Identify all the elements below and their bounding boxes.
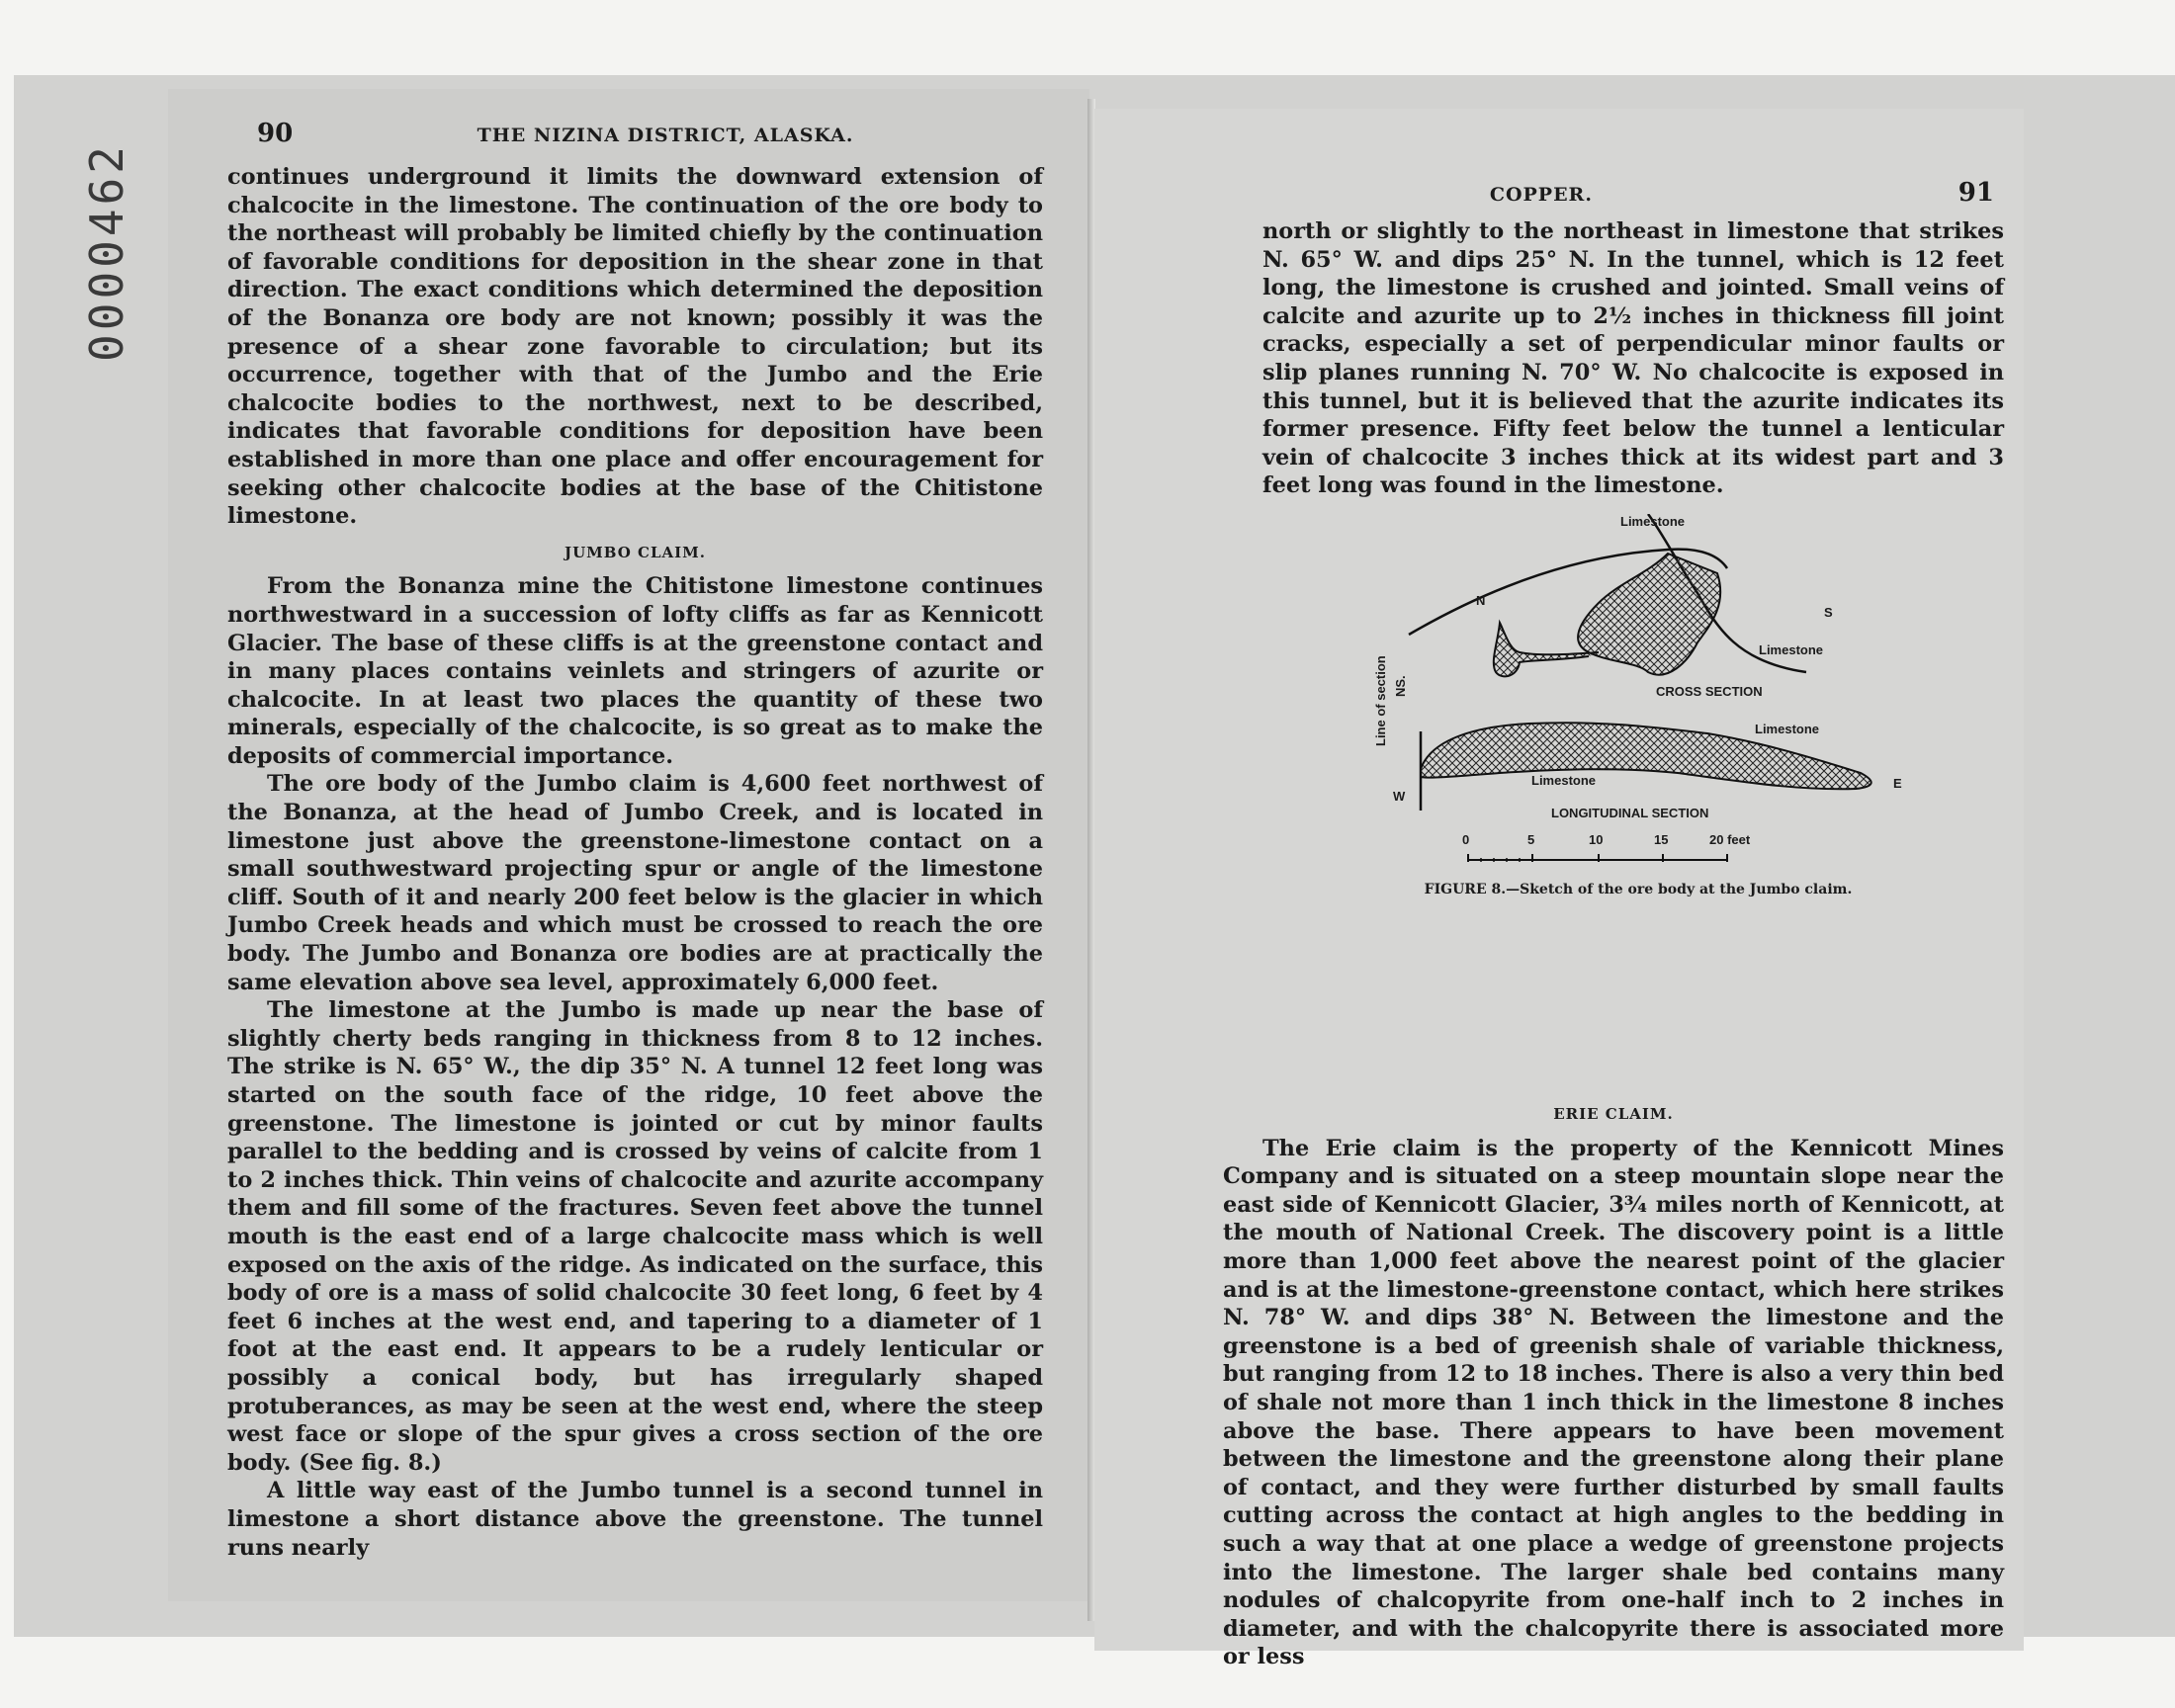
label-limestone: Limestone <box>1755 722 1820 736</box>
label-longitudinal-section: LONGITUDINAL SECTION <box>1551 806 1709 820</box>
right-running-head <box>1124 178 1994 208</box>
right-text-column-top <box>1262 217 2004 500</box>
figure-caption: FIGURE 8.—Sketch of the ore body at the Jumbo claim. <box>1424 882 1853 897</box>
label-limestone: Limestone <box>1620 514 1686 529</box>
left-page <box>168 89 1089 1601</box>
left-running-title: THE NIZINA DISTRICT, ALASKA. <box>477 125 854 146</box>
figure-8 <box>1322 514 1955 1077</box>
label-line-of-section: Line of section <box>1373 655 1388 746</box>
paragraph: continues underground it limits the downward extension of chalcocite in the limestone. The continuation of the ore body to the northeast will probably be limited chiefly by the continuation of favorable conditions for deposition in the shear zone in that direction. The exact conditions which determined the deposition of the Bonanza ore body are not known; possibly it was the presence of a shear zone favorable to circulation; but its occurrence, together with that of the Jumbo and the Erie chalcocite bodies to the northwest, next to be described, indicates that favorable conditions for deposition have been established in more than one place and offer encouragement for seeking other chalcocite bodies at the base of the Chitistone limestone. <box>227 164 1043 530</box>
scale-tick: 20 feet <box>1709 832 1751 847</box>
scale-tick: 5 <box>1527 832 1535 847</box>
left-page-number: 90 <box>257 119 294 148</box>
label-ns: NS. <box>1393 675 1408 697</box>
right-page-number: 91 <box>1958 178 1994 208</box>
label-e: E <box>1893 776 1902 791</box>
paragraph: The Erie claim is the property of the Kennicott Mines Company and is situated on a steep mountain slope near the east side of Kennicott Glacier, 3¾ miles north of Kennicott, at the mouth of National Creek. The discovery point is a little more than 1,000 feet above the nearest point of the glacier and is at the limestone-greenstone contact, which here strikes N. 78° W. and dips 38° N. Between the limestone and the greenstone is a bed of greenish shale of variable thickness, but ranging from 12 to 18 inches. There is also a very thin bed of shale not more than 1 inch thick in the limestone 8 inches above the base. There appears to have been movement between the limestone and the greenstone along their plane of contact, and they were further disturbed by small faults cutting across the contact at high angles to the bedding in such a way that at one place a wedge of greenstone projects into the limestone. The larger shale bed contains many nodules of chalcopyrite from one-half inch to 2 inches in diameter, and with the chalcopyrite there is associated more or less <box>1223 1135 2004 1670</box>
cross-section-ore-body <box>1578 554 1720 675</box>
right-page <box>1094 109 2024 1670</box>
paragraph: From the Bonanza mine the Chitistone limestone continues northwestward in a succession of lofty cliffs as far as Kennicott Glacier. The base of these cliffs is at the greenstone contact and in many places contains veinlets and stringers of azurite or chalcocite. In at least two places the quantity of these two minerals, especially of the chalcocite, is so great as to make the deposits of commercial importance. <box>227 573 1043 769</box>
label-limestone: Limestone <box>1531 773 1597 788</box>
label-s: S <box>1824 605 1833 620</box>
section-heading: ERIE CLAIM. <box>1553 1105 1674 1123</box>
paragraph: A little way east of the Jumbo tunnel is a second tunnel in limestone a short distance above the greenstone. The tunnel runs nearly <box>227 1478 1043 1561</box>
left-text-column <box>227 163 1043 1562</box>
label-limestone: Limestone <box>1759 642 1824 657</box>
scale-tick: 10 <box>1589 832 1604 847</box>
section-heading: JUMBO CLAIM. <box>565 543 706 561</box>
label-cross-section: CROSS SECTION <box>1656 684 1763 699</box>
scale-tick: 15 <box>1654 832 1669 847</box>
label-n: N <box>1476 593 1486 608</box>
left-running-head <box>257 119 1038 148</box>
paragraph: The ore body of the Jumbo claim is 4,600 feet northwest of the Bonanza, at the head of Jumbo Creek, and is located in limestone just above the greenstone-limestone contact on a small southwestward projecting spur or angle of the limestone cliff. South of it and nearly 200 feet below is the glacier in which Jumbo Creek heads and which must be crossed to reach the ore body. The Jumbo and Bonanza ore bodies are at practically the same elevation above sea level, approximately 6,000 feet. <box>227 771 1043 995</box>
right-text-column-bottom <box>1223 1092 2004 1671</box>
right-running-title: COPPER. <box>1489 184 1593 206</box>
paragraph: north or slightly to the northeast in limestone that strikes N. 65° W. and dips 25° N. In the tunnel, which is 12 feet long, the limestone is crushed and jointed. Small veins of calcite and azurite up to 2½ inches in thickness fill joint cracks, especially a set of perpendicular minor faults or slip planes running N. 70° W. No chalcocite is exposed in this tunnel, but it is believed that the azurite indicates its former presence. Fifty feet below the tunnel a lenticular vein of chalcocite 3 inches thick at its widest part and 3 feet long was found in the limestone. <box>1262 218 2004 499</box>
paragraph: The limestone at the Jumbo is made up near the base of slightly cherty beds ranging in thickness from 8 to 12 inches. The strike is N. 65° W., the dip 35° N. A tunnel 12 feet long was started on the south face of the ridge, 10 feet above the greenstone. The limestone is jointed or cut by minor faults parallel to the bedding and is crossed by veins of calcite from 1 to 2 inches thick. Thin veins of chalcocite and azurite accompany them and fill some of the fractures. Seven feet above the tunnel mouth is the east end of a large chalcocite mass which is well exposed on the axis of the ridge. As indicated on the surface, this body of ore is a mass of solid chalcocite 30 feet long, 6 feet by 4 feet 6 inches at the west end, and tapering to a diameter of 1 foot at the east end. It appears to be a rudely lenticular or possibly a conical body, but has irregularly shaped protuberances, as may be seen at the west end, where the steep west face or slope of the spur gives a cross section of the ore body. (See fig. 8.) <box>227 997 1043 1476</box>
label-w: W <box>1393 789 1406 804</box>
ore-body-sketch <box>1322 514 1955 1048</box>
scale-tick: 0 <box>1462 832 1470 847</box>
archive-stamp: 0000462 <box>80 142 133 362</box>
